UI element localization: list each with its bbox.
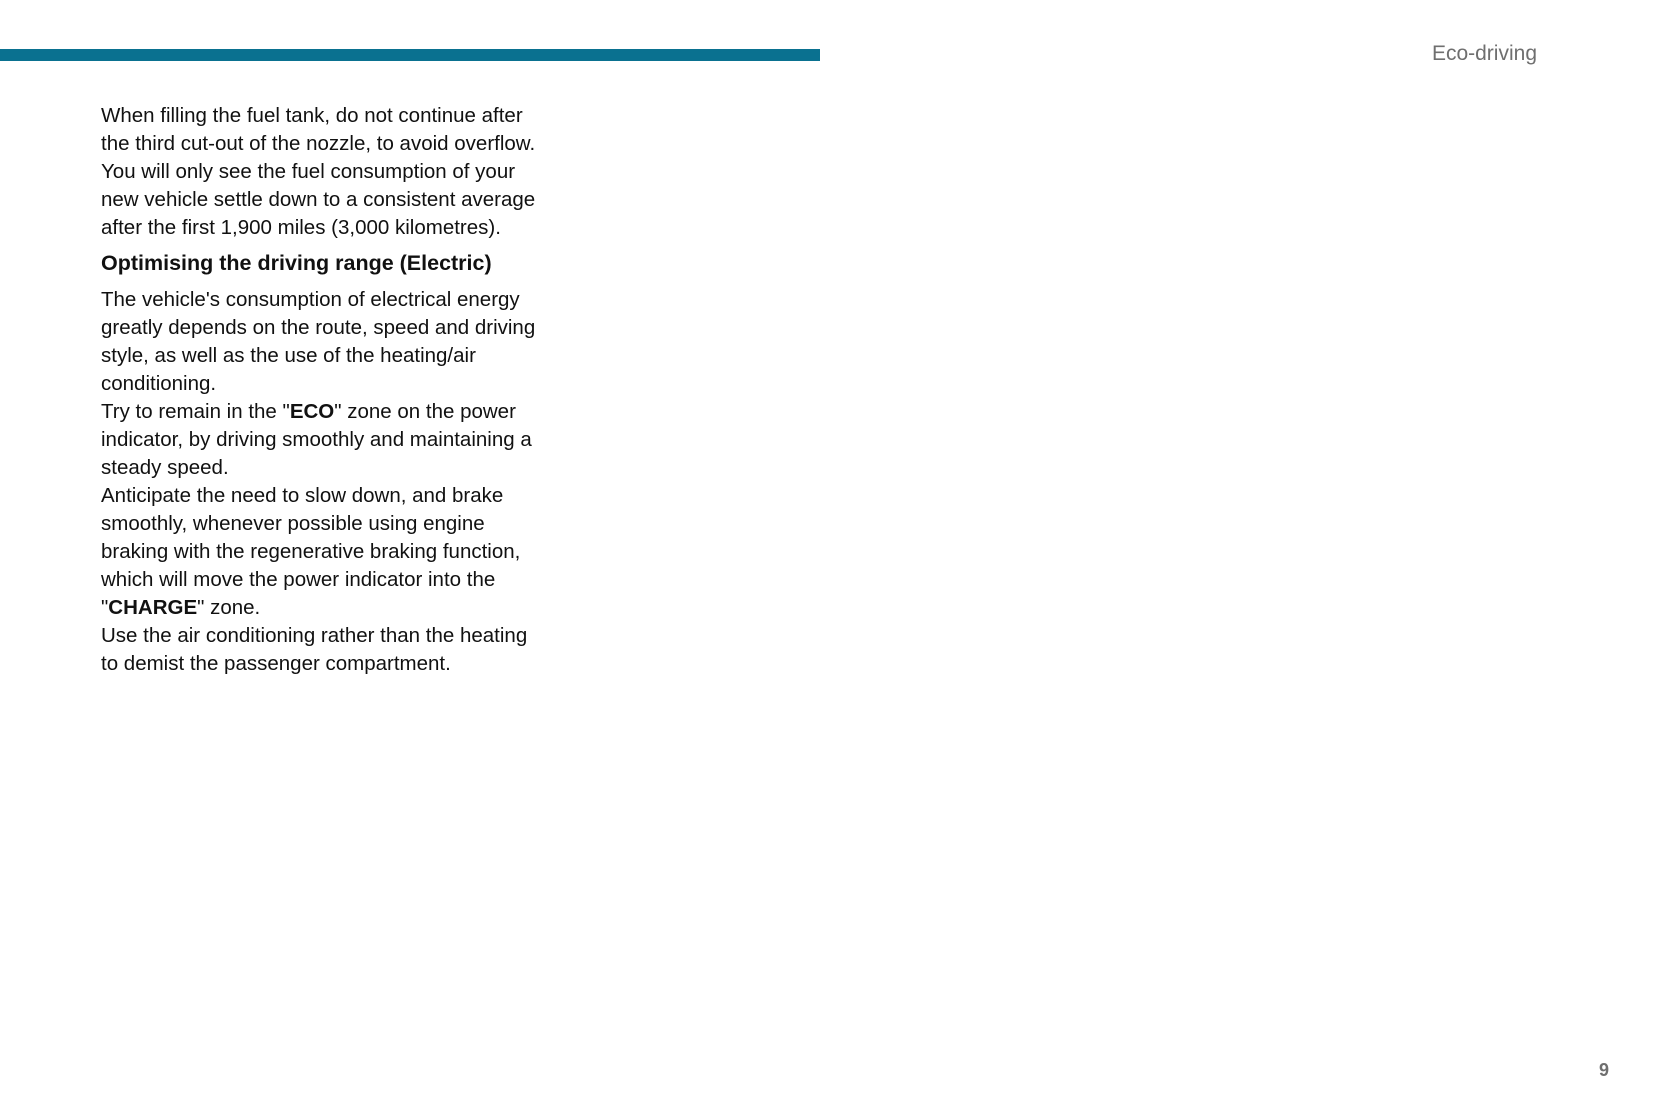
text-segment: " zone.: [197, 596, 261, 619]
section-heading: Optimising the driving range (Electric): [101, 251, 492, 275]
text-line: style, as well as the use of the heating/air: [101, 344, 476, 367]
text-line: conditioning.: [101, 372, 217, 395]
header-accent-bar: [0, 49, 820, 61]
text-line: greatly depends on the route, speed and driving: [101, 316, 536, 339]
text-line: indicator, by driving smoothly and maintaining a: [101, 428, 532, 451]
text-line: Use the air conditioning rather than the heating: [101, 624, 528, 647]
text-line: The vehicle's consumption of electrical energy: [101, 288, 520, 311]
text-line: the third cut-out of the nozzle, to avoid overflow.: [101, 132, 536, 155]
anticipate-paragraph: [101, 482, 571, 622]
text-line: steady speed.: [101, 456, 229, 479]
text-line: which will move the power indicator into the: [101, 568, 496, 591]
text-segment: Try to remain in the ": [101, 400, 290, 423]
eco-zone-paragraph: [101, 398, 571, 482]
charge-keyword: CHARGE: [108, 596, 198, 619]
main-content: [101, 102, 571, 678]
consumption-paragraph: [101, 286, 571, 398]
text-line: braking with the regenerative braking function,: [101, 540, 521, 563]
fuel-filling-paragraph: [101, 102, 571, 242]
text-line: after the first 1,900 miles (3,000 kilometres).: [101, 216, 501, 239]
air-conditioning-paragraph: [101, 622, 571, 678]
text-line: When filling the fuel tank, do not continue after: [101, 104, 523, 127]
text-segment: ": [101, 596, 109, 619]
text-line: [101, 594, 571, 622]
text-segment: " zone on the power: [334, 400, 516, 423]
text-line: You will only see the fuel consumption of your: [101, 160, 516, 183]
section-title: Eco-driving: [1431, 42, 1537, 65]
text-line: new vehicle settle down to a consistent average: [101, 188, 536, 211]
page-number: 9: [1598, 1060, 1609, 1080]
text-line: to demist the passenger compartment.: [101, 652, 451, 675]
text-line: smoothly, whenever possible using engine: [101, 512, 485, 535]
text-line: Anticipate the need to slow down, and brake: [101, 484, 504, 507]
text-line: [101, 398, 571, 426]
eco-keyword: ECO: [289, 400, 335, 423]
